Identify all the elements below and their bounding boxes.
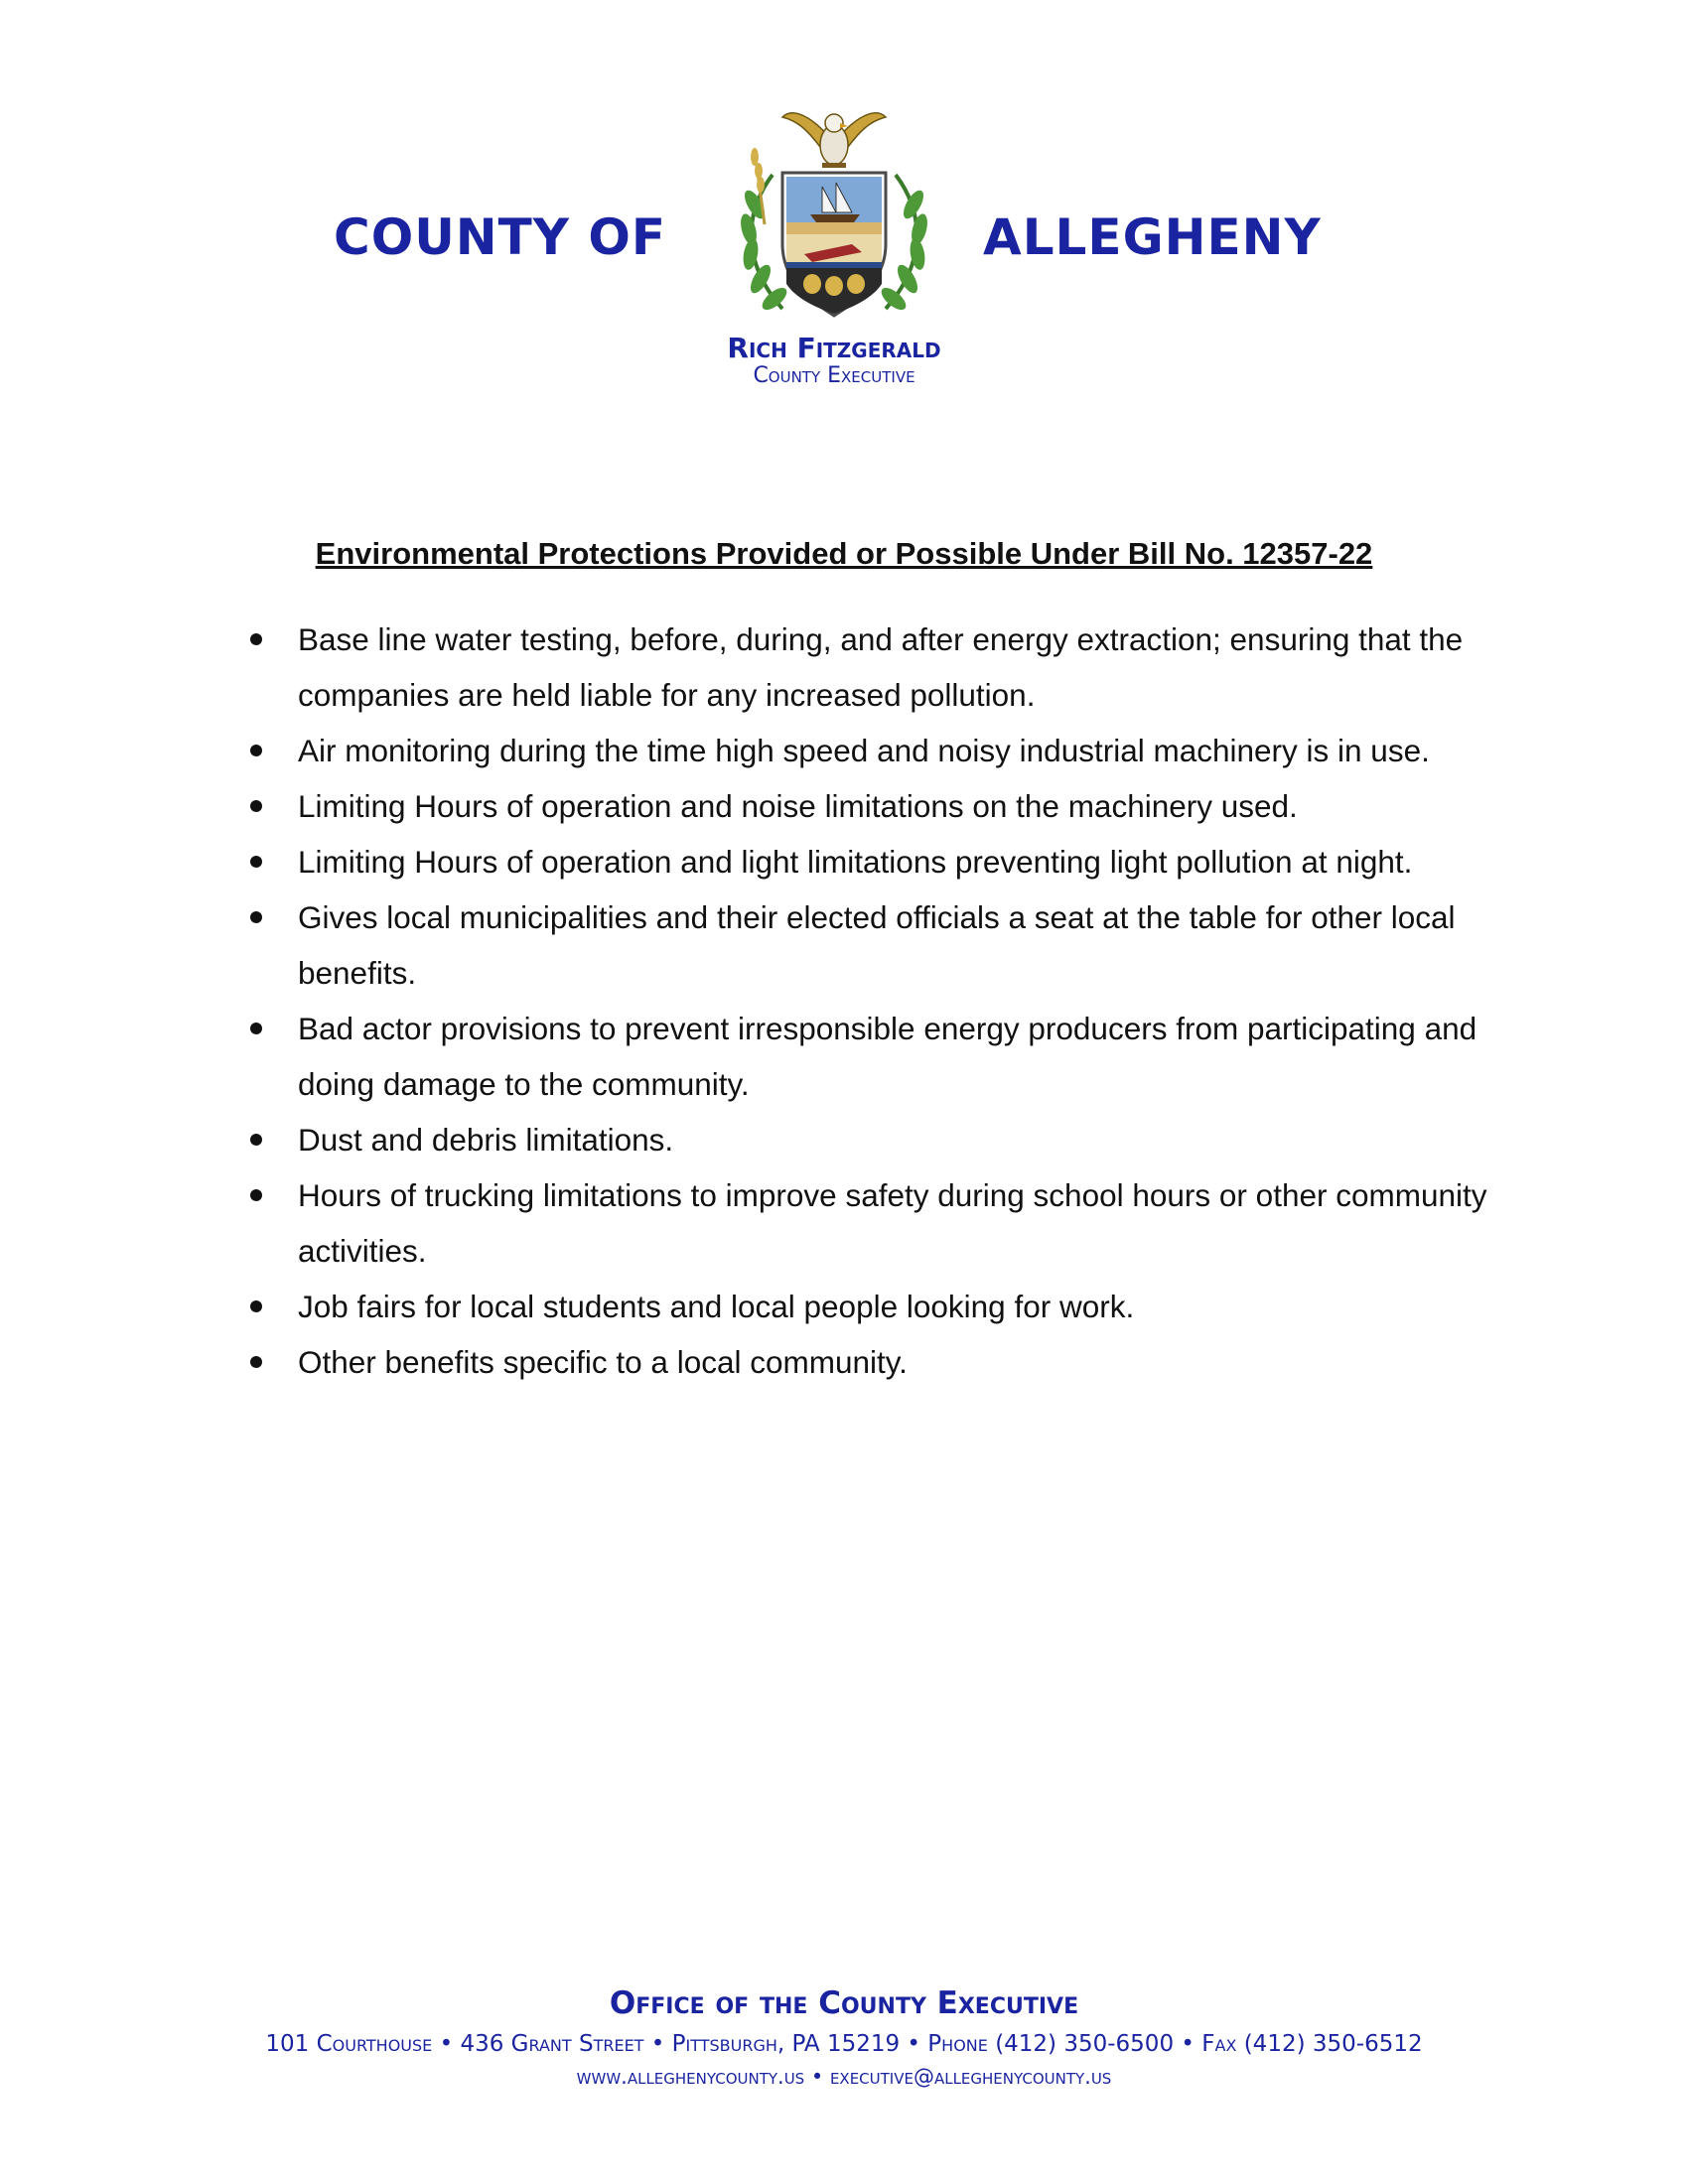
bullet-icon	[250, 856, 262, 868]
list-item-text: Hours of trucking limitations to improve safety during school hours or other community activities.	[298, 1177, 1487, 1269]
list-item-text: Base line water testing, before, during, and after energy extraction; ensuring that the companies are held liable for any increased pollution.	[298, 621, 1464, 713]
list-item-text: Air monitoring during the time high speed and noisy industrial machinery is in use.	[298, 733, 1430, 768]
footer-office-title: Office of the County Executive	[609, 1985, 1079, 2021]
list-item-text: Job fairs for local students and local people looking for work.	[298, 1289, 1135, 1324]
bullet-icon	[250, 1189, 262, 1201]
list-item-text: Limiting Hours of operation and noise limitations on the machinery used.	[298, 788, 1298, 824]
list-item	[248, 1167, 1509, 1279]
bullet-icon	[250, 633, 262, 645]
bullet-icon	[250, 911, 262, 923]
footer-web-email: www.alleghenycounty.us • executive@alleghenycounty.us	[576, 2065, 1112, 2089]
list-item	[248, 1279, 1509, 1334]
county-seal-icon	[713, 95, 955, 334]
document-title: Environmental Protections Provided or Possible Under Bill No. 12357-22	[315, 536, 1373, 571]
footer-address: 101 Courthouse • 436 Grant Street • Pittsburgh, PA 15219 • Phone (412) 350-6500 • Fax (412) 350-6512	[265, 2031, 1423, 2057]
bullet-icon	[250, 1356, 262, 1368]
list-item-text: Dust and debris limitations.	[298, 1122, 674, 1158]
letterhead	[0, 0, 1688, 397]
bullet-icon	[250, 1134, 262, 1146]
protections-list	[248, 612, 1509, 1390]
bullet-icon	[250, 800, 262, 812]
list-item-text: Limiting Hours of operation and light limitations preventing light pollution at night.	[298, 844, 1413, 880]
bullet-icon	[250, 1300, 262, 1312]
executive-name: Rich Fitzgerald	[727, 332, 941, 364]
executive-title: County Executive	[753, 363, 915, 388]
list-item	[248, 889, 1509, 1001]
list-item	[248, 834, 1509, 889]
allegheny-heading: ALLEGHENY	[983, 208, 1322, 266]
list-item	[248, 1001, 1509, 1112]
list-item	[248, 612, 1509, 723]
list-item	[248, 778, 1509, 834]
list-item	[248, 723, 1509, 778]
county-of-heading: COUNTY OF	[334, 208, 667, 266]
bullet-icon	[250, 1023, 262, 1034]
list-item	[248, 1112, 1509, 1167]
list-item-text: Other benefits specific to a local community.	[298, 1344, 908, 1380]
bullet-icon	[250, 745, 262, 756]
list-item	[248, 1334, 1509, 1390]
list-item-text: Gives local municipalities and their elected officials a seat at the table for other local benefits.	[298, 899, 1456, 991]
list-item-text: Bad actor provisions to prevent irresponsible energy producers from participating and doing damage to the community.	[298, 1011, 1477, 1102]
